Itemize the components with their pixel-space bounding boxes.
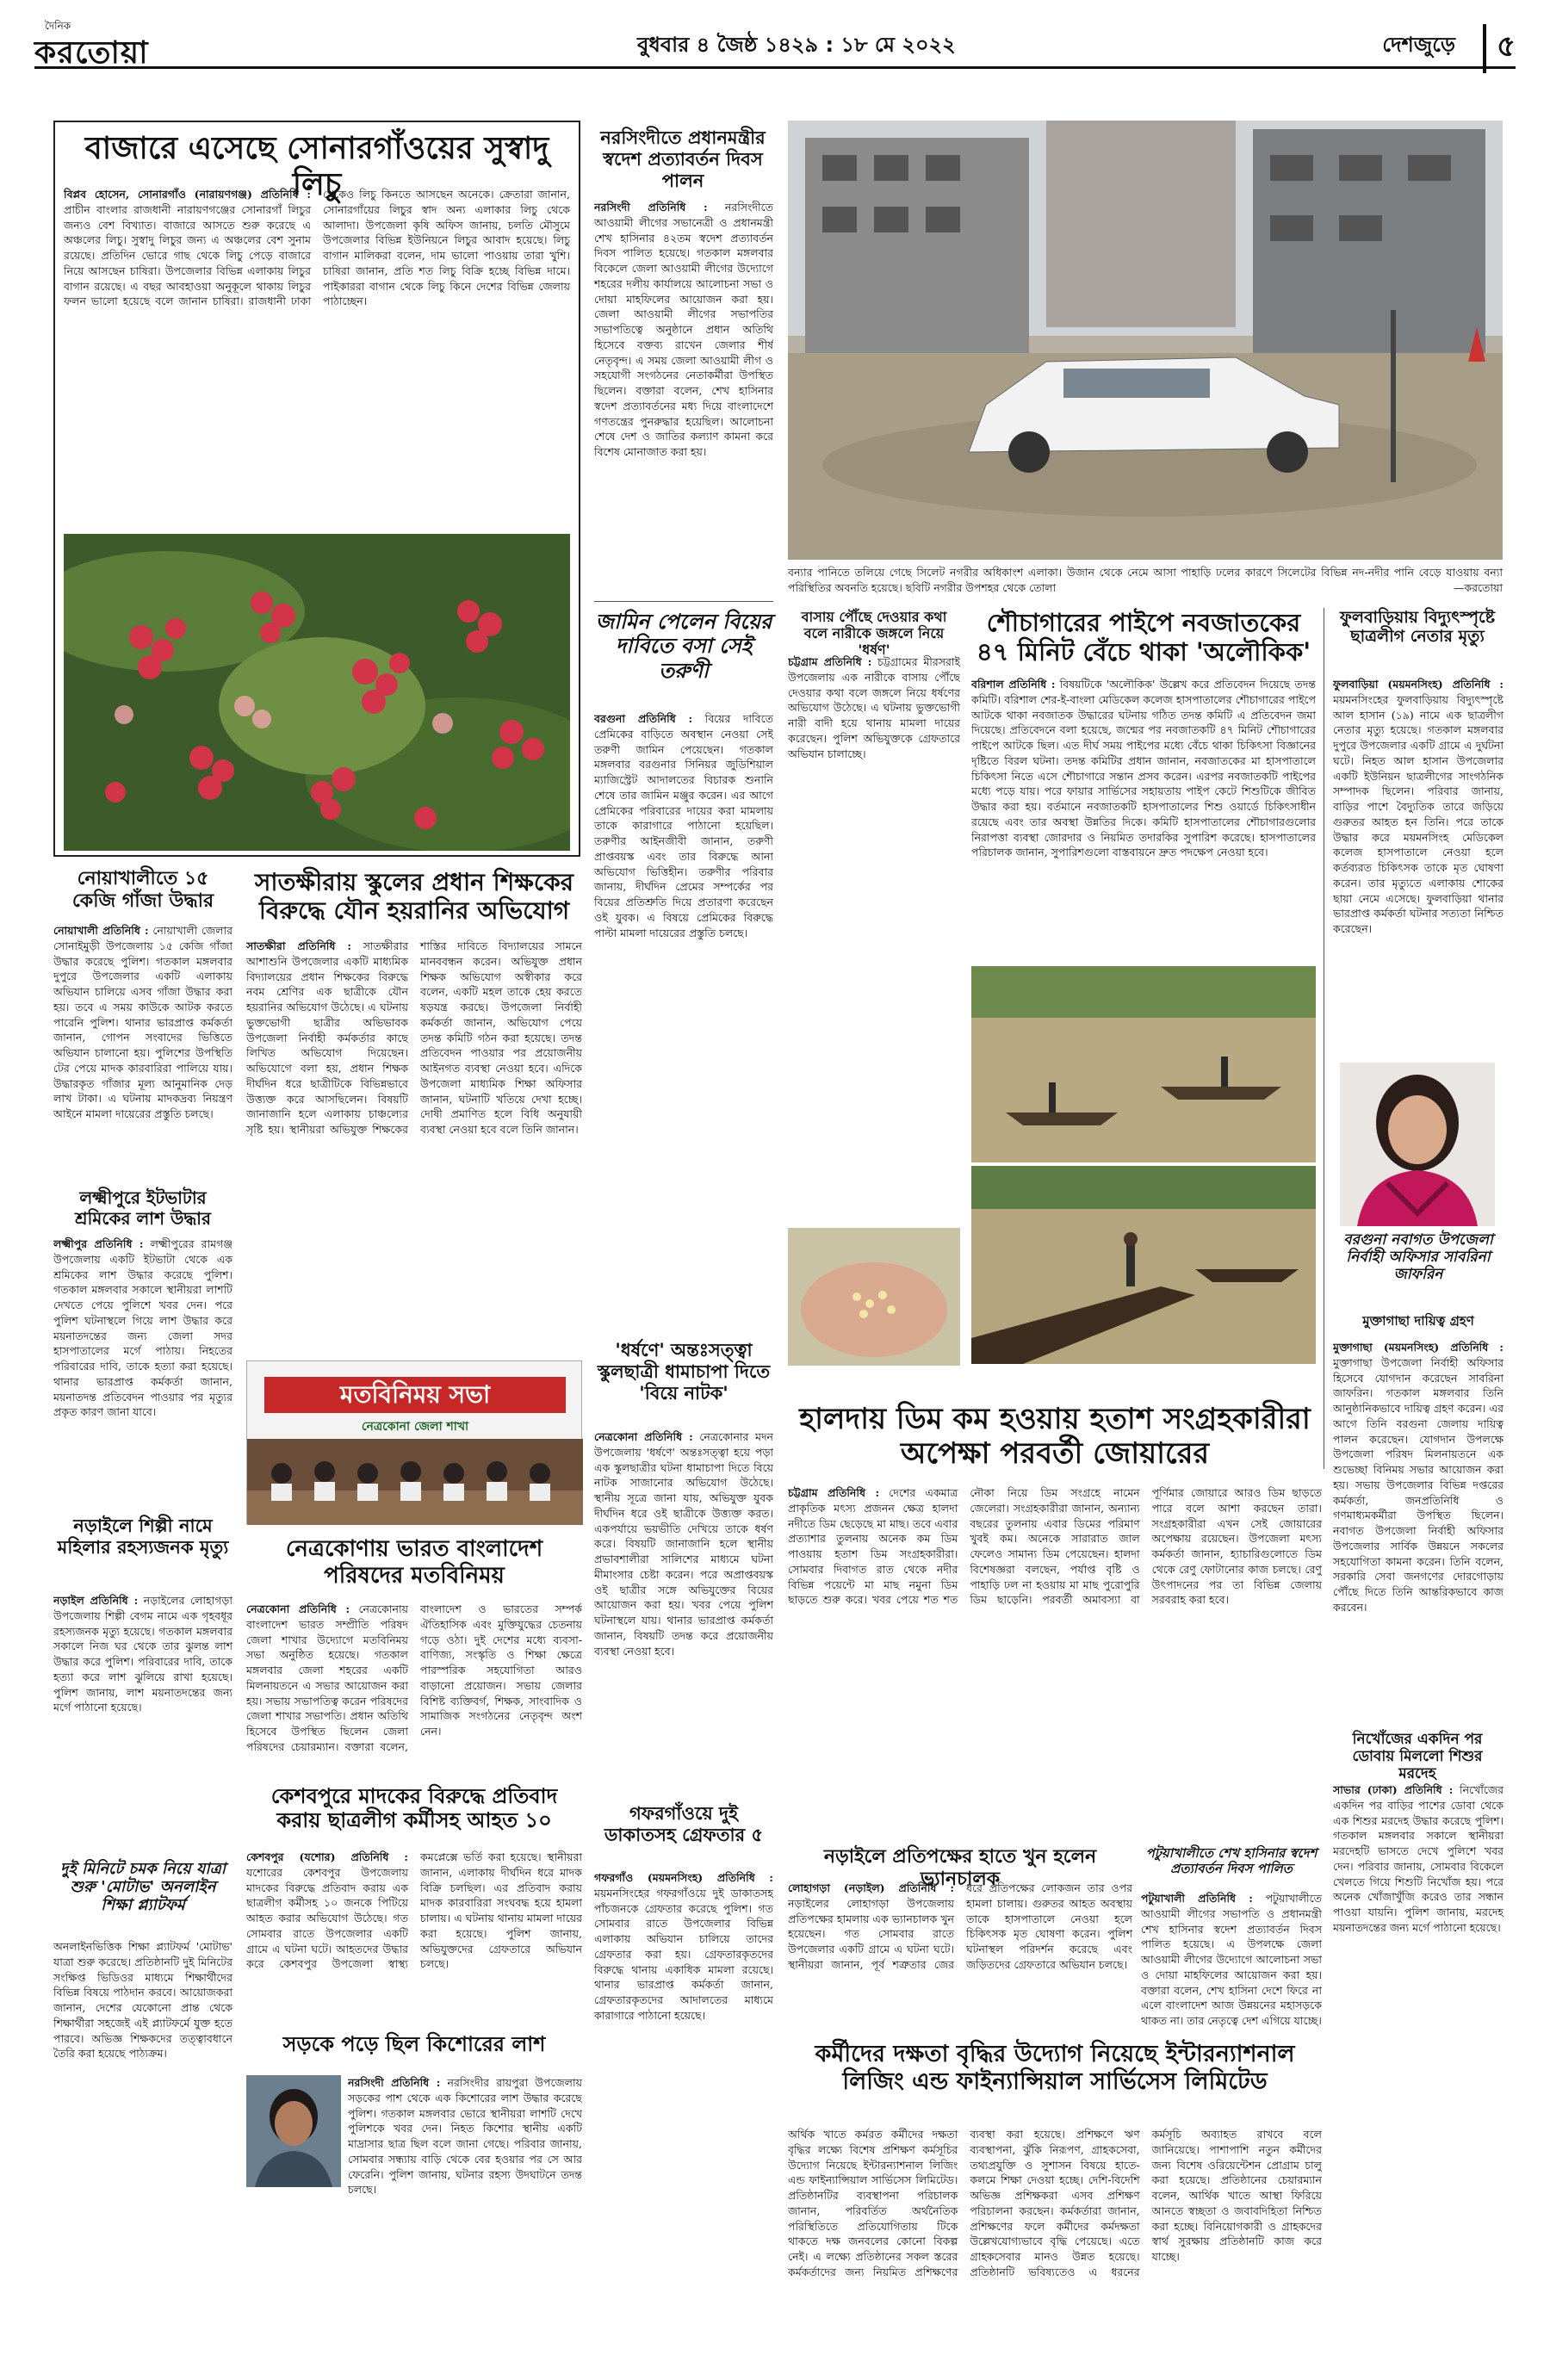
litchi-photo	[64, 534, 570, 851]
litchi-cluster-image	[64, 534, 570, 851]
ganja-body	[53, 923, 232, 1181]
logo-prefix: দৈনিক	[45, 20, 71, 32]
woman-portrait-image	[1340, 1063, 1495, 1226]
narail2-text: নড়াইলের লোহাগড়া উপজেলায় প্রতিপক্ষের হামলায় এক ভ্যানচালক খুন হয়েছেন। গত সোমবার রাতে উপজেলার একটি গ্রামে এ ঘটনা ঘটে। স্থানীয়রা জানান, পূর্ব শত্রুতার জের ধরে প্রতিপক্ষের লোকজন তার ওপর হামলা চালায়। গুরুতর আহত অবস্থায় তাকে হাসপাতালে নেওয়া হলে চিকিৎসক মৃত ঘোষণা করেন। পুলিশ ঘটনাস্থল পরিদর্শন করেছে এবং জড়িতদের গ্রেফতারে অভিযান চলছে।	[788, 1881, 1132, 1971]
baby-byline: বরিশাল প্রতিনিধি :	[971, 678, 1056, 691]
nikhoj-headline: নিখোঁজের একদিন পর ডোবায় মিললো শিশুর মরদেহ	[1352, 1731, 1483, 1783]
issue-date: বুধবার ৪ জৈষ্ঠ ১৪২৯ : ১৮ মে ২০২২	[637, 33, 956, 57]
ilfsl-text: অর্থিক খাতে কর্মরত কর্মীদের দক্ষতা বৃদ্ধির লক্ষ্যে বিশেষ প্রশিক্ষণ কর্মসূচির উদ্যোগ নিয়েছে ইন্টারন্যাশনাল লিজিং এন্ড ফাইন্যান্সিয়াল সার্ভিসেস লিমিটেড। প্রতিষ্ঠানটির ব্যবস্থাপনা পরিচালক জানান, পরিবর্তিত অর্থনৈতিক পরিস্থিতিতে প্রতিযোগিতায় টিকে থাকতে দক্ষ জনবলের কোনো বিকল্প নেই। এ লক্ষ্যে প্রতিষ্ঠানের সকল স্তরের কর্মকর্তাদের জন্য নিয়মিত প্রশিক্ষণের ব্যবস্থা করা হয়েছে। প্রশিক্ষণে ঋণ ব্যবস্থাপনা, ঝুঁকি নিরূপণ, গ্রাহকসেবা, তথ্যপ্রযুক্তি ও সুশাসন বিষয়ে হাতে-কলমে শিক্ষা দেওয়া হচ্ছে। দেশি-বিদেশি অভিজ্ঞ প্রশিক্ষকরা এসব প্রশিক্ষণ পরিচালনা করছেন। কর্মকর্তারা জানান, প্রশিক্ষণের ফলে কর্মীদের কর্মদক্ষতা উল্লেখযোগ্যভাবে বৃদ্ধি পেয়েছে। এতে গ্রাহকসেবার মানও উন্নত হয়েছে। প্রতিষ্ঠানটি ভবিষ্যতেও এ ধরনের কর্মসূচি অব্যাহত রাখবে বলে জানিয়েছে। পাশাপাশি নতুন কর্মীদের জন্য বিশেষ ওরিয়েন্টেশন প্রোগ্রাম চালু করা হয়েছে। প্রতিষ্ঠানের চেয়ারম্যান বলেন, আর্থিক খাতে আস্থা ফিরিয়ে আনতে স্বচ্ছতা ও জবাবদিহিতা নিশ্চিত করা হচ্ছে। বিনিয়োগকারী ও গ্রাহকদের স্বার্থ সুরক্ষায় প্রতিষ্ঠানটি কাজ করে যাচ্ছে।	[788, 2128, 1322, 2278]
newspaper-logo	[34, 19, 164, 71]
teacher-byline: সাতক্ষীরা প্রতিনিধি :	[246, 939, 352, 952]
netrokona-text: নেত্রকোনায় বাংলাদেশ ভারত সম্প্রীতি পরিষদ জেলা শাখার উদ্যোগে মতবিনিময় সভা অনুষ্ঠিত হয়েছে। গতকাল মঙ্গলবার জেলা শহরের একটি মিলনায়তনে এ সভার আয়োজন করা হয়। সভায় সভাপতিত্ব করেন পরিষদের জেলা শাখার সভাপতি। প্রধান অতিথি হিসেবে উপস্থিত ছিলেন জেলা পরিষদের চেয়ারম্যান। বক্তারা বলেন, বাংলাদেশ ও ভারতের সম্পর্ক ঐতিহাসিক এবং মুক্তিযুদ্ধের চেতনায় গড়ে ওঠা। দুই দেশের মধ্যে ব্যবসা-বাণিজ্য, সংস্কৃতি ও শিক্ষা ক্ষেত্রে পারস্পরিক সহযোগিতা আরও বাড়ানো প্রয়োজন। সভায় জেলার বিশিষ্ট ব্যক্তিবর্গ, শিক্ষক, সাংবাদিক ও সামাজিক সংগঠনের নেতৃবৃন্দ অংশ নেন।	[246, 1602, 582, 1753]
electro-byline: ফুলবাড়িয়া (ময়মনসিংহ) প্রতিনিধি :	[1333, 678, 1504, 691]
ganja-text: নোয়াখালী জেলার সোনাইমুড়ী উপজেলায় ১৫ কেজি গাঁজা উদ্ধার করেছে পুলিশ। গতকাল মঙ্গলবার দুপুরে উপজেলার একটি এলাকায় অভিযান চালিয়ে এসব গাঁজা উদ্ধার করা হয়। তবে এ সময় কাউকে আটক করতে পারেনি পুলিশ। থানার ভারপ্রাপ্ত কর্মকর্তা জানান, গোপন সংবাদের ভিত্তিতে অভিযান চালানো হয়। পুলিশের উপস্থিতি টের পেয়ে মাদক কারবারিরা পালিয়ে যায়। উদ্ধারকৃত গাঁজার মূল্য আনুমানিক দেড় লাখ টাকা। এ ঘটনায় মাদকদ্রব্য নিয়ন্ত্রণ আইনে মামলা দায়েরের প্রস্তুতি চলছে।	[53, 924, 232, 1120]
flood-caption-text: বন্যার পানিতে তলিয়ে গেছে সিলেট নগরীর অধিকাংশ এলাকা। উজান থেকে নেমে আসা পাহাড়ি ঢলের কারণে সিলেটের বিভিন্ন নদ-নদীর পানি বেড়ে যাওয়ায় বন্যা পরিস্থিতির অবনতি হয়েছে। ছবিটি নগরীর উপশহর থেকে তোলা	[788, 566, 1503, 594]
netrokona-headline: নেত্রকোণায় ভারত বাংলাদেশ পরিষদের মতবিনিময়	[285, 1536, 543, 1589]
ilfsl-body	[788, 2127, 1322, 2354]
flood-caption	[788, 565, 1503, 601]
narsingdi-body	[594, 200, 773, 596]
litchi-text: প্রাচীন বাংলার রাজধানী নারায়ণগঞ্জের সোনারগাঁ লিচুর জন্যও বেশ বিখ্যাত। বাজারে আসতে শুরু করেছে এ অঞ্চলের লিচু। সুস্বাদু লিচুর জন্য এ অঞ্চলের বেশ সুনাম রয়েছে। প্রতিদিন ভোরে গাছ থেকে লিচু পেড়ে বাজারে নিয়ে আসছেন চাষিরা। উপজেলার বিভিন্ন এলাকায় লিচুর বাগান রয়েছে। এ বছর আবহাওয়া অনুকূলে থাকায় লিচুর ফলন ভালো হয়েছে বলে জানান চাষিরা। রাজধানী ঢাকা থেকেও লিচু কিনতে আসছেন অনেকে। ক্রেতারা জানান, সোনারগাঁয়ের লিচুর স্বাদ অন্য এলাকার লিচু থেকে আলাদা। উপজেলা কৃষি অফিস জানায়, চলতি মৌসুমে উপজেলার বিভিন্ন ইউনিয়নে লিচুর আবাদ হয়েছে। লিচু বাগান মালিকরা বলেন, দাম ভালো পাওয়ায় তারা খুশি। চাষিরা জানান, প্রতি শত লিচু বিক্রি হচ্ছে বিভিন্ন দামে। পাইকাররা বাগান থেকে লিচু কিনে দেশের বিভিন্ন জেলায় পাঠাচ্ছেন।	[64, 188, 570, 308]
motav-body	[53, 1939, 232, 2352]
halda-photo-bottom	[971, 1166, 1316, 1364]
electro-body	[1333, 677, 1504, 1056]
ganja-headline: নোয়াখালীতে ১৫ কেজি গাঁজা উদ্ধার	[71, 868, 214, 912]
litchi-byline: বিপ্লব হোসেন, সোনারগাঁও (নারায়ণগঞ্জ) প্রতিনিধি :	[64, 188, 311, 201]
robbery-body	[594, 1870, 773, 2352]
patuakhali-body	[1141, 1891, 1322, 2027]
bail-body	[594, 711, 773, 1331]
sarak-byline: নরসিংদী প্রতিনিধি :	[348, 2076, 441, 2089]
uno-body	[1333, 1340, 1504, 1719]
halda-byline: চট্টগ্রাম প্রতিনিধি :	[788, 1486, 880, 1499]
lakshmipur-byline: লক্ষ্মীপুর প্রতিনিধি :	[53, 1237, 144, 1250]
boy-portrait	[246, 2075, 341, 2187]
lakshmipur-text: লক্ষ্মীপুরের রামগঞ্জ উপজেলায় একটি ইটভাটা থেকে এক শ্রমিকের লাশ উদ্ধার করেছে পুলিশ। গতকাল মঙ্গলবার সকালে স্থানীয়রা লাশটি দেখতে পেয়ে পুলিশে খবর দেন। পরে পুলিশ ঘটনাস্থলে গিয়ে লাশ উদ্ধার করে ময়নাতদন্তের জন্য জেলা সদর হাসপাতালের মর্গে পাঠায়। নিহতের পরিবারের দাবি, তাকে হত্যা করা হয়েছে। থানার ভারপ্রাপ্ত কর্মকর্তা জানান, ময়নাতদন্ত প্রতিবেদন পাওয়ার পর মৃত্যুর প্রকৃত কারণ জানা যাবে।	[53, 1237, 232, 1419]
keshabpur-body	[246, 1850, 582, 2022]
litchi-story	[53, 121, 580, 857]
narail-body	[53, 1593, 232, 1851]
uno-portrait	[1340, 1063, 1495, 1226]
rape-text: নেত্রকোনার মদন উপজেলায় 'ধর্ষণে' অন্তঃসত্ত্বা হয়ে পড়া এক স্কুলছাত্রীর ঘটনা ধামাচাপা দিতে বিয়ে নাটক সাজানোর অভিযোগ উঠেছে। স্থানীয় সূত্রে জানা যায়, অভিযুক্ত যুবক দীর্ঘদিন ধরে ওই ছাত্রীকে উত্ত্যক্ত করত। একপর্যায়ে ভয়ভীতি দেখিয়ে তাকে ধর্ষণ করে। বিষয়টি জানাজানি হলে স্থানীয় প্রভাবশালীরা সালিশের মাধ্যমে ঘটনা মীমাংসার চেষ্টা করেন। পরে অপ্রাপ্তবয়স্ক ওই ছাত্রীর সঙ্গে অভিযুক্তের বিয়ের আয়োজন করা হয়। খবর পেয়ে পুলিশ ঘটনাস্থলে যায়। থানার ভারপ্রাপ্ত কর্মকর্তা জানান, বিষয়টি তদন্ত করে প্রয়োজনীয় ব্যবস্থা নেওয়া হবে।	[594, 1430, 773, 1658]
patuakhali-byline: পটুয়াখালী প্রতিনিধি :	[1141, 1892, 1253, 1905]
lakshmipur-headline: লক্ষ্মীপুরে ইটভাটার শ্রমিকের লাশ উদ্ধার	[75, 1187, 211, 1229]
egg-collectors-image	[971, 1166, 1316, 1364]
boy-portrait-image	[246, 2075, 341, 2187]
narail2-headline: নড়াইলে প্রতিপক্ষের হাতে খুন হলেন ভ্যানচালক	[823, 1846, 1097, 1890]
teacher-headline: সাতক্ষীরায় স্কুলের প্রধান শিক্ষকের বিরুদ্ধে যৌন হয়রানির অভিযোগ	[254, 868, 574, 926]
robbery-text: ময়মনসিংহের গফরগাঁওয়ে দুই ডাকাতসহ পাঁচজনকে গ্রেফতার করেছে পুলিশ। গত সোমবার রাতে উপজেলার বিভিন্ন এলাকায় অভিযান চালিয়ে তাদের গ্রেফতার করা হয়। গ্রেফতারকৃতদের বিরুদ্ধে থানায় একাধিক মামলা রয়েছে। থানার ভারপ্রাপ্ত কর্মকর্তা জানান, গ্রেফতারকৃতদের আদালতের মাধ্যমে কারাগারে পাঠানো হয়েছে।	[594, 1886, 773, 2022]
sarak-text: নরসিংদীর রায়পুরা উপজেলায় সড়কের পাশ থেকে এক কিশোরের লাশ উদ্ধার করেছে পুলিশ। গতকাল মঙ্গলবার ভোরে স্থানীয়রা লাশটি দেখে পুলিশকে খবর দেন। নিহত কিশোর স্থানীয় একটি মাদ্রাসার ছাত্র ছিল বলে জানা গেছে। পরিবার জানায়, সোমবার সন্ধ্যায় বাড়ি থেকে বের হওয়ার পর সে আর ফেরেনি। পুলিশ জানায়, ঘটনার রহস্য উদঘাটনে তদন্ত চলছে।	[348, 2076, 582, 2197]
baby-text: বিষয়টিকে 'অলৌকিক' উল্লেখ করে প্রতিবেদন দিয়েছে তদন্ত কমিটি। বরিশাল শের-ই-বাংলা মেডিকেল কলেজ হাসপাতালের শৌচাগারের পাইপে আটকে থাকা নবজাতক উদ্ধারের ঘটনায় গঠিত তদন্ত কমিটি এ প্রতিবেদন জমা দিয়েছে। প্রতিবেদনে বলা হয়েছে, জন্মের পর নবজাতকটি ৪৭ মিনিট শৌচাগারের পাইপে আটকে ছিল। এত দীর্ঘ সময় পাইপের মধ্যে বেঁচে থাকা চিকিৎসা বিজ্ঞানের দৃষ্টিতে বিরল ঘটনা। তদন্ত কমিটির প্রধান জানান, নবজাতকের মা হাসপাতালে চিকিৎসা নিতে এসে শৌচাগারে সন্তান প্রসব করেন। এরপর নবজাতকটি পাইপের মধ্যে পড়ে যায়। পরে ফায়ার সার্ভিসের সহায়তায় পাইপ কেটে শিশুটিকে জীবিত উদ্ধার করা হয়। বর্তমানে নবজাতকটি হাসপাতালের শিশু ওয়ার্ডে চিকিৎসাধীন রয়েছে এবং তার অবস্থা উন্নতির দিকে। কমিটি হাসপাতালের শৌচাগারগুলোর নিরাপত্তা ব্যবস্থা জোরদার ও নিয়মিত তদারকির সুপারিশ করেছে। হাসপাতালের পরিচালক জানান, সুপারিশগুলো বাস্তবায়নে দ্রুত পদক্ষেপ নেওয়া হবে।	[971, 678, 1316, 859]
masthead	[34, 19, 1516, 69]
flooded-car-image	[788, 121, 1503, 560]
rape-kicker-headline: বাসায় পৌঁছে দেওয়ার কথা বলে নারীকে জঙ্গলে নিয়ে 'ধর্ষণ'	[801, 609, 947, 658]
nikhoj-body	[1333, 1782, 1504, 2351]
narsingdi-text: নরসিংদীতে আওয়ামী লীগের সভানেত্রী ও প্রধানমন্ত্রী শেখ হাসিনার ৪২তম স্বদেশ প্রত্যাবর্তন দিবস পালিত হয়েছে। গতকাল মঙ্গলবার বিকেলে জেলা আওয়ামী লীগের উদ্যোগে শহরের দলীয় কার্যালয়ে আলোচনা সভা ও দোয়া মাহফিলের আয়োজন করা হয়। জেলা আওয়ামী লীগের সভাপতির সভাপতিত্বে অনুষ্ঠানে প্রধান অতিথি হিসেবে বক্তব্য রাখেন জেলার শীর্ষ নেতৃবৃন্দ। এ সময় জেলা আওয়ামী লীগ ও সহযোগী সংগঠনের নেতাকর্মীরা উপস্থিত ছিলেন। বক্তারা বলেন, শেখ হাসিনার স্বদেশ প্রত্যাবর্তনের মধ্য দিয়ে বাংলাদেশে গণতন্ত্রের পুনরুদ্ধার হয়েছিল। আলোচনা শেষে দেশ ও জাতির কল্যাণ কামনা করে বিশেষ মোনাজাত করা হয়।	[594, 201, 773, 458]
halda-photo-top	[971, 966, 1316, 1162]
keshabpur-text: যশোরের কেশবপুর উপজেলায় মাদকের বিরুদ্ধে প্রতিবাদ করায় এক ছাত্রলীগ কর্মীসহ ১০ জনকে পিটিয়ে আহত করার অভিযোগ উঠেছে। গত সোমবার রাতে উপজেলার একটি গ্রামে এ ঘটনা ঘটে। আহতদের উদ্ধার করে কেশবপুর উপজেলা স্বাস্থ্য কমপ্লেক্সে ভর্তি করা হয়েছে। স্থানীয়রা জানান, এলাকায় দীর্ঘদিন ধরে মাদক বিক্রি চলছিল। এর প্রতিবাদ করায় মাদক কারবারিরা সংঘবদ্ধ হয়ে হামলা চালায়। এ ঘটনায় থানায় মামলা দায়ের করা হয়েছে। পুলিশ জানায়, অভিযুক্তদের গ্রেফতারে অভিযান চলছে।	[246, 1850, 582, 1971]
baby-body	[971, 677, 1316, 961]
narsingdi-headline: নরসিংদীতে প্রধানমন্ত্রীর স্বদেশ প্রত্যাবর্তন দিবস পালন	[600, 127, 766, 191]
banner-subtitle: নেত্রকোনা জেলা শাখা	[361, 1420, 469, 1434]
bail-text: বিয়ের দাবিতে প্রেমিকের বাড়িতে অবস্থান নেওয়া সেই তরুণী জামিন পেয়েছেন। গতকাল মঙ্গলবার বরগুনার সিনিয়র জুডিশিয়াল ম্যাজিস্ট্রেট আদালতের বিচারক শুনানি শেষে তার জামিন মঞ্জুর করেন। এর আগে প্রেমিকের পরিবারের দায়ের করা মামলায় তাকে কারাগারে পাঠানো হয়েছিল। তরুণীর আইনজীবী জানান, তরুণী প্রাপ্তবয়স্ক এবং তার বিরুদ্ধে আনা অভিযোগ ভিত্তিহীন। তরুণীর পরিবার জানায়, দীর্ঘদিন প্রেমের সম্পর্কের পর বিয়ের প্রতিশ্রুতি দিয়ে প্রতারণা করেছেন ওই যুবক। এ বিষয়ে প্রেমিকের বিরুদ্ধে পাল্টা মামলা দায়েরের প্রস্তুতি চলছে।	[594, 712, 773, 939]
motav-text: অনলাইনভিত্তিক শিক্ষা প্ল্যাটফর্ম 'মোটাভ' যাত্রা শুরু করেছে। প্রতিষ্ঠানটি দুই মিনিটের সংক্ষিপ্ত ভিডিওর মাধ্যমে শিক্ষার্থীদের বিভিন্ন বিষয়ে পাঠদান করবে। আয়োজকরা জানান, দেশের যেকোনো প্রান্ত থেকে শিক্ষার্থীরা সহজেই এই প্ল্যাটফর্মে যুক্ত হতে পারবে। অভিজ্ঞ শিক্ষকদের তত্ত্বাবধানে তৈরি করা হয়েছে পাঠ্যক্রম।	[53, 1940, 232, 2061]
narail-text: নড়াইলের লোহাগড়া উপজেলায় শিল্পী বেগম নামে এক গৃহবধূর রহস্যজনক মৃত্যু হয়েছে। গতকাল মঙ্গলবার সকালে নিজ ঘর থেকে তার ঝুলন্ত লাশ উদ্ধার করে পুলিশ। পরিবারের দাবি, তাকে হত্যা করে লাশ ঝুলিয়ে রাখা হয়েছে। পুলিশ জানায়, লাশ ময়নাতদন্তের জন্য মর্গে পাঠানো হয়েছে।	[53, 1594, 232, 1714]
motav-headline: দুই মিনিটে চমক নিয়ে যাত্রা শুরু 'মোটাভ' অনলাইন শিক্ষা প্ল্যাটফর্ম	[59, 1860, 226, 1915]
section-name: দেশজুড়ে	[1382, 33, 1455, 57]
uno-caption-subtitle: মুক্তাগাছা দায়িত্ব গ্রহণ	[1362, 1313, 1474, 1329]
banner-title: মতবিনিময় সভা	[264, 1377, 566, 1413]
logo-name: করতোয়া	[34, 35, 149, 71]
bail-byline: বরগুনা প্রতিনিধি :	[594, 712, 693, 725]
baby-headline: শৌচাগারের পাইপে নবজাতকের ৪৭ মিনিট বেঁচে থাকা 'অলৌকিক'	[976, 608, 1311, 667]
narail2-byline: লোহাগড়া (নড়াইল) প্রতিনিধি :	[788, 1881, 954, 1894]
uno-caption-title: বরগুনা নবাগত উপজেলা নির্বাহী অফিসার সাবরিনা জাফরিন	[1343, 1231, 1493, 1284]
teacher-body	[246, 939, 582, 1348]
divider	[594, 601, 773, 602]
keshabpur-headline: কেশবপুরে মাদকের বিরুদ্ধে প্রতিবাদ করায় ছাত্রলীগ কর্মীসহ আহত ১০	[270, 1784, 558, 1833]
halda-text: দেশের একমাত্র প্রাকৃতিক মৎস্য প্রজনন ক্ষেত্র হালদা নদীতে ডিম ছেড়েছে মা মাছ। তবে এবার প্রত্যাশার তুলনায় অনেক কম ডিম পাওয়ায় হতাশ ডিম সংগ্রহকারীরা। সোমবার দিবাগত রাত থেকে নদীর বিভিন্ন পয়েন্টে মা মাছ নমুনা ডিম ছাড়তে শুরু করে। খবর পেয়ে শত শত নৌকা নিয়ে ডিম সংগ্রহে নামেন জেলেরা। সংগ্রহকারীরা জানান, অন্যান্য বছরের তুলনায় এবার ডিমের পরিমাণ খুবই কম। অনেকে সারারাত জাল ফেলেও সামান্য ডিম পেয়েছেন। হালদা বিশেষজ্ঞরা বলছেন, পর্যাপ্ত বৃষ্টি ও পাহাড়ি ঢল না হওয়ায় মা মাছ পুরোপুরি ডিম ছাড়েনি। পরবর্তী অমাবস্যা বা পূর্ণিমার জোয়ারে আরও ডিম ছাড়তে পারে বলে আশা করছেন তারা। সংগ্রহকারীরা এখন সেই জোয়ারের অপেক্ষায় রয়েছেন। উপজেলা মৎস্য কর্মকর্তা জানান, হ্যাচারিগুলোতে ডিম থেকে রেণু ফোটানোর কাজ চলছে। রেণু উৎপাদনের পর তা বিভিন্ন জেলায় সরবরাহ করা হবে।	[788, 1486, 1322, 1607]
narail-headline: নড়াইলে শিল্পী নামে মহিলার রহস্যজনক মৃত্যু	[57, 1515, 229, 1558]
halda-headline: হালদায় ডিম কম হওয়ায় হতাশ সংগ্রহকারীরা অপেক্ষা পরবর্তী জোয়ারের	[799, 1402, 1311, 1472]
patuakhali-headline: পটুয়াখালীতে শেখ হাসিনার স্বদেশ প্রত্যাবর্তন দিবস পালিত	[1145, 1845, 1318, 1876]
bail-headline: জামিন পেলেন বিয়ের দাবিতে বসা সেই তরুণী	[595, 610, 772, 683]
robbery-byline: গফরগাঁও (ময়মনসিংহ) প্রতিনিধি :	[594, 1871, 773, 1884]
teacher-text: সাতক্ষীরার আশাশুনি উপজেলার একটি মাধ্যমিক বিদ্যালয়ের প্রধান শিক্ষকের বিরুদ্ধে নবম শ্রেণির এক ছাত্রীকে যৌন হয়রানির অভিযোগ উঠেছে। এ ঘটনায় ভুক্তভোগী ছাত্রীর অভিভাবক উপজেলা নির্বাহী কর্মকর্তার কাছে লিখিত অভিযোগ দিয়েছেন। অভিযোগে বলা হয়, প্রধান শিক্ষক দীর্ঘদিন ধরে ছাত্রীটিকে বিভিন্নভাবে উত্ত্যক্ত করে আসছিলেন। বিষয়টি জানাজানি হলে এলাকায় চাঞ্চল্যের সৃষ্টি হয়। স্থানীয়রা অভিযুক্ত শিক্ষকের শাস্তির দাবিতে বিদ্যালয়ের সামনে মানববন্ধন করেন। অভিযুক্ত প্রধান শিক্ষক অভিযোগ অস্বীকার করে বলেন, একটি মহল তাকে হেয় করতে ষড়যন্ত্র করছে। উপজেলা নির্বাহী কর্মকর্তা জানান, অভিযোগ পেয়ে তদন্ত কমিটি গঠন করা হয়েছে। তদন্ত প্রতিবেদন পাওয়ার পর প্রয়োজনীয় আইনগত ব্যবস্থা নেওয়া হবে। এদিকে উপজেলা মাধ্যমিক শিক্ষা অফিসার জানান, ঘটনাটি খতিয়ে দেখা হচ্ছে। দোষী প্রমাণিত হলে বিধি অনুযায়ী ব্যবস্থা নেওয়া হবে বলে তিনি জানান।	[246, 939, 582, 1136]
rape-byline: নেত্রকোনা প্রতিনিধি :	[594, 1430, 693, 1443]
electro-text: ময়মনসিংহের ফুলবাড়িয়ায় বিদ্যুৎস্পৃষ্টে আল হাসান (১৯) নামে এক ছাত্রলীগ নেতার মৃত্যু হয়েছে। গতকাল মঙ্গলবার দুপুরে উপজেলার একটি গ্রামে এ দুর্ঘটনা ঘটে। নিহত আল হাসান উপজেলার একটি ইউনিয়ন ছাত্রলীগের সাংগঠনিক সম্পাদক ছিলেন। পরিবার জানায়, বাড়ির পাশে বৈদ্যুতিক তারে জড়িয়ে গুরুতর আহত হন তিনি। পরে তাকে উদ্ধার করে ময়মনসিংহ মেডিকেল কলেজ হাসপাতালে নেওয়া হলে কর্তব্যরত চিকিৎসক তাকে মৃত ঘোষণা করেন। তার মৃত্যুতে এলাকায় শোকের ছায়া নেমে এসেছে। ফুলবাড়িয়া থানার ভারপ্রাপ্ত কর্মকর্তা ঘটনার সত্যতা নিশ্চিত করেছেন।	[1333, 692, 1504, 935]
flood-credit: —করতোয়া	[1453, 580, 1503, 594]
lakshmipur-body	[53, 1236, 232, 1512]
rape-kicker-text: চট্টগ্রামের মীরসরাই উপজেলায় এক নারীকে বাসায় পৌঁছে দেওয়ার কথা বলে জঙ্গলে নিয়ে ধর্ষণের অভিযোগ উঠেছে। এ ঘটনায় ভুক্তভোগী নারী বাদী হয়ে থানায় মামলা দায়ের করেছেন। পুলিশ অভিযুক্তকে গ্রেফতারে অভিযান চালাচ্ছে।	[788, 655, 960, 760]
halda-body	[788, 1485, 1322, 1838]
narsingdi-byline: নরসিংদী প্রতিনিধি :	[594, 201, 708, 214]
rape-body	[594, 1429, 773, 1791]
narail2-body	[788, 1881, 1132, 2027]
meeting-audience-image	[247, 1439, 583, 1525]
ganja-byline: নোয়াখালী প্রতিনিধি :	[53, 924, 149, 937]
netrokona-body	[246, 1602, 582, 1774]
hand-eggs-image	[788, 1228, 960, 1366]
electro-headline: ফুলবাড়িয়ায় বিদ্যুৎস্পৃষ্টে ছাত্রলীগ নেতার মৃত্যু	[1339, 608, 1496, 647]
narail-byline: নড়াইল প্রতিনিধি :	[53, 1594, 139, 1607]
halda-hand-photo	[788, 1228, 960, 1366]
rape-headline: 'ধর্ষণে' অন্তঃসত্ত্বা স্কুলছাত্রী ধামাচাপা দিতে 'বিয়ে নাটক'	[597, 1340, 771, 1404]
keshabpur-byline: কেশবপুর (যশোর) প্রতিনিধি :	[246, 1850, 408, 1863]
sarak-headline: সড়কে পড়ে ছিল কিশোরের লাশ	[282, 2032, 546, 2056]
patuakhali-text: পটুয়াখালীতে আওয়ামী লীগের সভাপতি ও প্রধানমন্ত্রী শেখ হাসিনার স্বদেশ প্রত্যাবর্তন দিবস পালিত হয়েছে। এ উপলক্ষে জেলা আওয়ামী লীগের উদ্যোগে আলোচনা সভা ও দোয়া মাহফিলের আয়োজন করা হয়। বক্তারা বলেন, শেখ হাসিনা দেশে ফিরে না এলে বাংলাদেশ আজ উন্নয়নের মহাসড়কে থাকত না। তার নেতৃত্বে দেশ এগিয়ে যাচ্ছে।	[1141, 1892, 1322, 2027]
meeting-banner-photo	[246, 1360, 582, 1524]
robbery-headline: গফরগাঁওয়ে দুই ডাকাতসহ গ্রেফতার ৫	[604, 1803, 764, 1845]
sarak-body	[348, 2075, 582, 2351]
netrokona-byline: নেত্রকোনা প্রতিনিধি :	[246, 1602, 350, 1615]
uno-text: মুক্তাগাছা উপজেলা নির্বাহী অফিসার হিসেবে যোগদান করেছেন সাবরিনা জাফরিন। গতকাল মঙ্গলবার তিনি আনুষ্ঠানিকভাবে দায়িত্ব গ্রহণ করেন। এর আগে তিনি বরগুনা জেলায় দায়িত্ব পালন করেছেন। যোগদান উপলক্ষে উপজেলা পরিষদ মিলনায়তনে এক শুভেচ্ছা বিনিময় সভার আয়োজন করা হয়। সভায় উপজেলার বিভিন্ন দপ্তরের কর্মকর্তা, জনপ্রতিনিধি ও গণমাধ্যমকর্মীরা উপস্থিত ছিলেন। নবাগত উপজেলা নির্বাহী অফিসার উপজেলার সার্বিক উন্নয়নে সকলের সহযোগিতা কামনা করেন। তিনি বলেন, সরকারি সেবা জনগণের দোরগোড়ায় পৌঁছে দিতে তিনি আন্তরিকভাবে কাজ করবেন।	[1333, 1355, 1504, 1614]
river-boats-image	[971, 966, 1316, 1162]
nikhoj-byline: সাভার (ঢাকা) প্রতিনিধি :	[1333, 1783, 1454, 1796]
page-number: ৫	[1483, 24, 1516, 73]
litchi-headline: বাজারে এসেছে সোনারগাঁওয়ের সুস্বাদু লিচু	[84, 131, 549, 203]
ilfsl-headline: কর্মীদের দক্ষতা বৃদ্ধির উদ্যোগ নিয়েছে ইন্টারন্যাশনাল লিজিং এন্ড ফাইন্যান্সিয়াল সার্ভিসেস লিমিটেড	[815, 2041, 1295, 2095]
nikhoj-text: নিখোঁজের একদিন পর বাড়ির পাশের ডোবা থেকে এক শিশুর মরদেহ উদ্ধার করেছে পুলিশ। গতকাল মঙ্গলবার সকালে স্থানীয়রা মরদেহটি ভাসতে দেখে পুলিশে খবর দেন। পরিবার জানায়, সোমবার বিকেলে খেলতে গিয়ে শিশুটি নিখোঁজ হয়। পরে অনেক খোঁজাখুঁজি করেও তার সন্ধান পাওয়া যায়নি। পুলিশ জানায়, মরদেহ ময়নাতদন্তের জন্য মর্গে পাঠানো হয়েছে।	[1333, 1783, 1504, 1934]
litchi-body	[64, 187, 570, 527]
rape-kicker-byline: চট্টগ্রাম প্রতিনিধি :	[788, 655, 872, 668]
uno-byline: মুক্তাগাছা (ময়মনসিংহ) প্রতিনিধি :	[1333, 1341, 1504, 1354]
flood-photo	[788, 121, 1503, 560]
